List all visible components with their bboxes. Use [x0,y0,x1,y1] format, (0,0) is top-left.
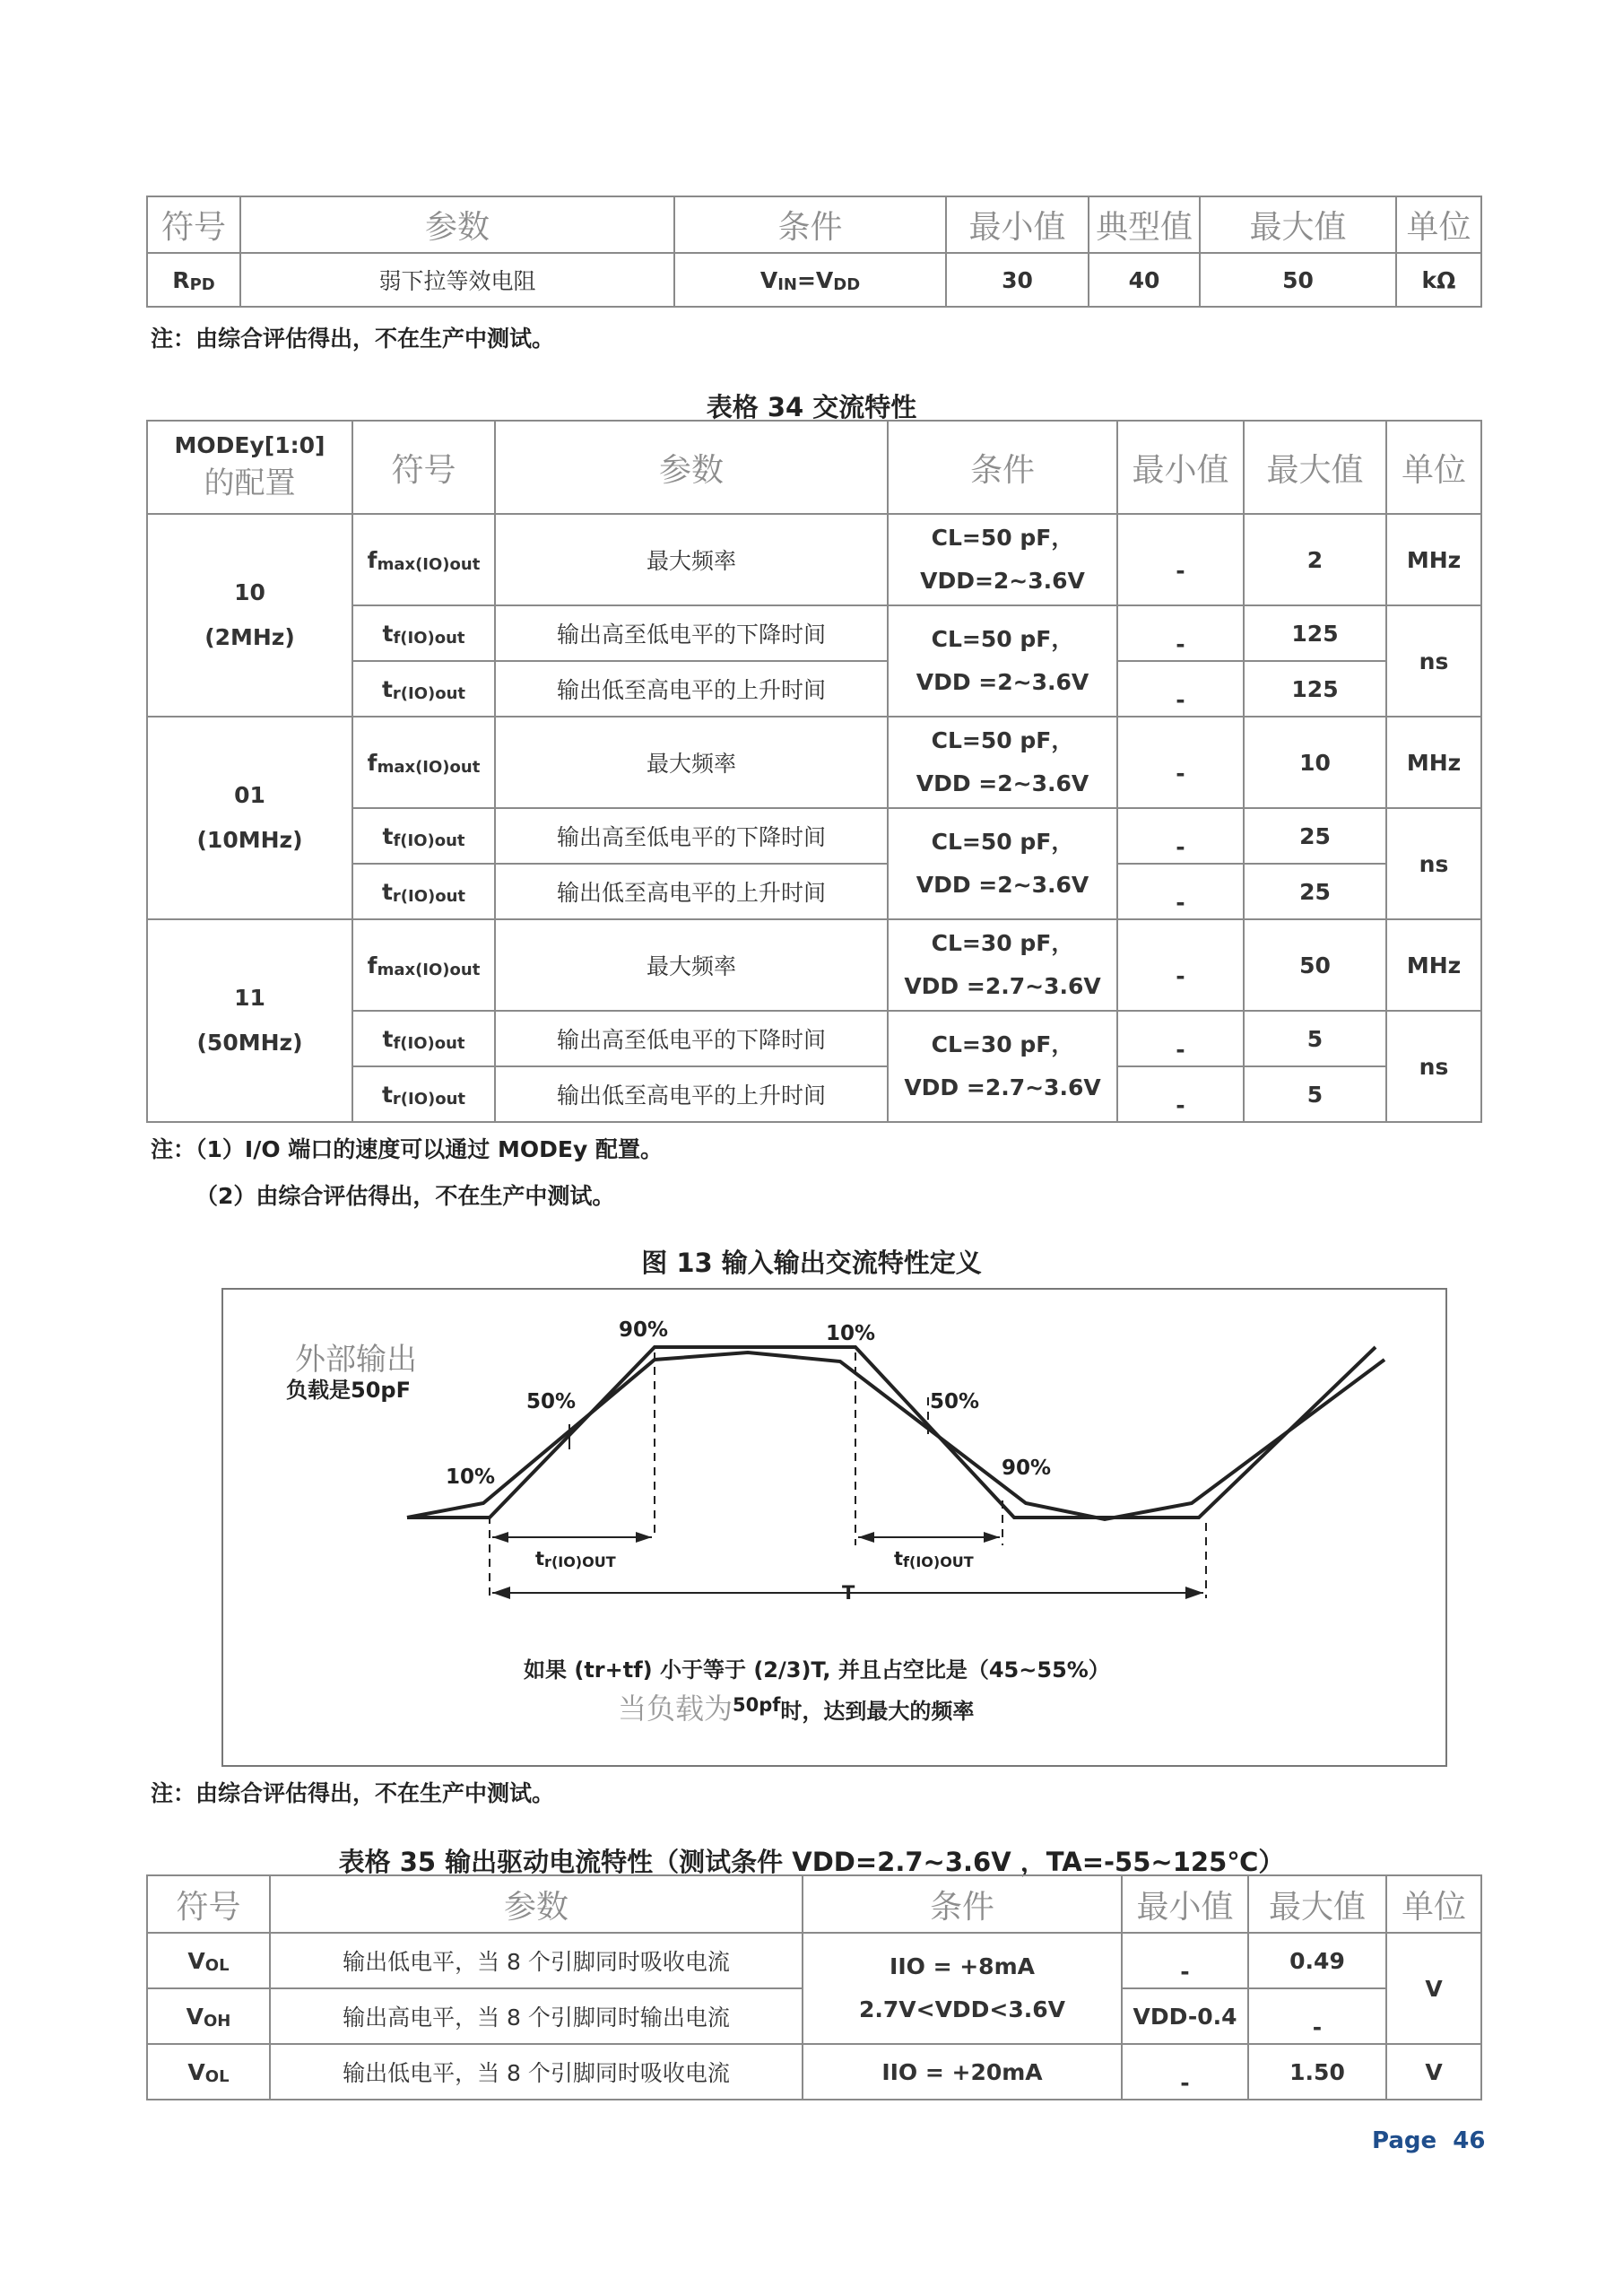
cond-cell: IIO = +8mA 2.7V<VDD<3.6V [803,1933,1122,2044]
figure13-caption: 图 13 输入输出交流特性定义 [641,1248,982,1278]
symbol-tf: $t_{f(IO)out}$ [352,605,495,661]
unit-cell: ns [1386,1011,1481,1122]
symbol-cell: $V_{OH}$ [147,1988,270,2044]
min-cell: - [1117,1011,1244,1066]
max-cell: 10 [1244,717,1386,808]
header-param: 参数 [495,421,888,514]
param-fmax: 最大频率 [495,717,888,808]
min-cell: VDD-0.4 [1122,1988,1248,2044]
table-row [147,919,1481,1011]
unit-cell: ns [1386,808,1481,919]
header-param: 参数 [240,196,674,253]
typ-cell: 40 [1089,253,1200,307]
param-fall: 输出高至低电平的下降时间 [495,1011,888,1066]
param-rise: 输出低至高电平的上升时间 [495,661,888,717]
table-row [147,514,1481,605]
max-cell: 25 [1244,808,1386,864]
output-drive-table [146,1874,1482,2100]
max-cell: 2 [1244,514,1386,605]
cond-cell: CL=30 pF， VDD =2.7~3.6V [888,1011,1117,1122]
max-cell: - [1248,1988,1386,2044]
ac-characteristics-table [146,420,1482,1123]
label-90-right: 90% [1002,1457,1052,1480]
symbol-tf: $t_{f(IO)out}$ [352,808,495,864]
header-min: 最小值 [1122,1875,1248,1933]
label-50-left: 50% [526,1390,577,1413]
max-cell: 25 [1244,864,1386,919]
min-cell: - [1117,864,1244,919]
cond-cell: CL=50 pF， VDD =2~3.6V [888,717,1117,808]
max-cell: 50 [1244,919,1386,1011]
table34-caption: 表格 34 交流特性 [706,392,917,422]
param-rise: 输出低至高电平的上升时间 [495,1066,888,1122]
param-cell: 弱下拉等效电阻 [240,253,674,307]
min-cell: - [1117,514,1244,605]
waveform-real [407,1352,1384,1519]
max-cell: 125 [1244,661,1386,717]
note-1: 注：由综合评估得出，不在生产中测试。 [151,326,555,352]
table-header-row [147,421,1481,514]
mode-cell: 01 (10MHz) [147,717,352,919]
symbol-fmax: $f_{max(IO)out}$ [352,514,495,605]
unit-cell: V [1386,2044,1481,2100]
header-max: 最大值 [1248,1875,1386,1933]
max-cell: 0.49 [1248,1933,1386,1988]
cond-cell: CL=30 pF， VDD =2.7~3.6V [888,919,1117,1011]
max-cell: 125 [1244,605,1386,661]
param-cell: 输出低电平，当 8 个引脚同时吸收电流 [270,2044,803,2100]
min-cell: - [1117,1066,1244,1122]
header-symbol: 符号 [147,1875,270,1933]
header-param: 参数 [270,1875,803,1933]
symbol-fmax: $f_{max(IO)out}$ [352,919,495,1011]
tr-arrow-right-head [636,1532,652,1543]
unit-cell: ns [1386,605,1481,717]
resistor-table [146,196,1482,308]
label-10-left: 10% [446,1465,496,1489]
table-header-row [147,196,1481,253]
min-cell: - [1117,717,1244,808]
label-load: 负载是50pF [286,1378,411,1403]
param-fall: 输出高至低电平的下降时间 [495,808,888,864]
header-unit: 单位 [1386,1875,1481,1933]
label-90-left: 90% [619,1318,669,1342]
param-cell: 输出低电平，当 8 个引脚同时吸收电流 [270,1933,803,1988]
symbol-fmax: $f_{max(IO)out}$ [352,717,495,808]
T-arrow-left-head [492,1587,510,1599]
unit-cell: MHz [1386,514,1481,605]
header-unit: 单位 [1396,196,1481,253]
header-cond: 条件 [888,421,1117,514]
waveform-ideal [407,1347,1376,1518]
header-max: 最大值 [1244,421,1386,514]
symbol-tr: $t_{r(IO)out}$ [352,661,495,717]
label-external-output: 外部输出 [295,1342,417,1378]
unit-cell: V [1386,1933,1481,2044]
header-min: 最小值 [1117,421,1244,514]
table-header-row [147,1875,1481,1933]
param-fall: 输出高至低电平的下降时间 [495,605,888,661]
mode-cell: 11 (50MHz) [147,919,352,1122]
min-cell: - [1122,1933,1248,1988]
max-cell: 5 [1244,1066,1386,1122]
cond-cell: IIO = +20mA [803,2044,1122,2100]
param-fmax: 最大频率 [495,514,888,605]
header-typ: 典型值 [1089,196,1200,253]
cond-cell: $V_{IN}=V_{DD}$ [674,253,946,307]
min-cell: 30 [946,253,1089,307]
min-cell: - [1117,808,1244,864]
header-cond: 条件 [803,1875,1122,1933]
table-row [147,2044,1481,2100]
table-row [147,253,1481,307]
condition-line-2: 当负载为50pf时，达到最大的频率 [618,1692,975,1726]
label-T: T [842,1582,855,1604]
tr-arrow-left-head [492,1532,508,1543]
header-symbol: 符号 [147,196,240,253]
table-row [147,1933,1481,1988]
mode-cell: 10 (2MHz) [147,514,352,717]
unit-cell: MHz [1386,919,1481,1011]
table35-caption: 表格 35 输出驱动电流特性（测试条件 VDD=2.7~3.6V ，TA=-55~125℃） [338,1847,1285,1877]
symbol-tf: $t_{f(IO)out}$ [352,1011,495,1066]
header-mode: MODEy[1:0] 的配置 [147,421,352,514]
condition-line-1: 如果 (tr+tf) 小于等于 (2/3)T, 并且占空比是（45~55%） [524,1657,1110,1683]
table-row [147,717,1481,808]
symbol-cell: $R_{PD}$ [147,253,240,307]
header-unit: 单位 [1386,421,1481,514]
unit-cell: MHz [1386,717,1481,808]
min-cell: - [1117,919,1244,1011]
header-symbol: 符号 [352,421,495,514]
symbol-tr: $t_{r(IO)out}$ [352,864,495,919]
figure13-box [221,1288,1447,1767]
header-min: 最小值 [946,196,1089,253]
unit-cell: kΩ [1396,253,1481,307]
symbol-tr: $t_{r(IO)out}$ [352,1066,495,1122]
param-rise: 输出低至高电平的上升时间 [495,864,888,919]
page-number: Page 46 [1372,2127,1486,2154]
table34-note-2: （2）由综合评估得出，不在生产中测试。 [195,1183,615,1209]
label-10-right: 10% [826,1322,876,1345]
cond-cell: CL=50 pF， VDD =2~3.6V [888,808,1117,919]
label-tf: $t_{f(IO)OUT}$ [894,1548,974,1570]
min-cell: - [1122,2044,1248,2100]
max-cell: 50 [1200,253,1396,307]
T-arrow-right-head [1185,1587,1203,1599]
symbol-cell: $V_{OL}$ [147,1933,270,1988]
header-max: 最大值 [1200,196,1396,253]
note-2: 注：由综合评估得出，不在生产中测试。 [151,1780,555,1806]
symbol-cell: $V_{OL}$ [147,2044,270,2100]
param-fmax: 最大频率 [495,919,888,1011]
cond-cell: CL=50 pF， VDD=2~3.6V [888,514,1117,605]
min-cell: - [1117,661,1244,717]
label-tr: $t_{r(IO)OUT}$ [535,1548,616,1570]
param-cell: 输出高电平，当 8 个引脚同时输出电流 [270,1988,803,2044]
max-cell: 1.50 [1248,2044,1386,2100]
tf-arrow-right-head [984,1532,1000,1543]
tf-arrow-left-head [858,1532,874,1543]
max-cell: 5 [1244,1011,1386,1066]
cond-cell: CL=50 pF， VDD =2~3.6V [888,605,1117,717]
min-cell: - [1117,605,1244,661]
table34-note-1: 注：（1）I/O 端口的速度可以通过 MODEy 配置。 [151,1136,663,1162]
label-50-right: 50% [930,1390,980,1413]
header-cond: 条件 [674,196,946,253]
